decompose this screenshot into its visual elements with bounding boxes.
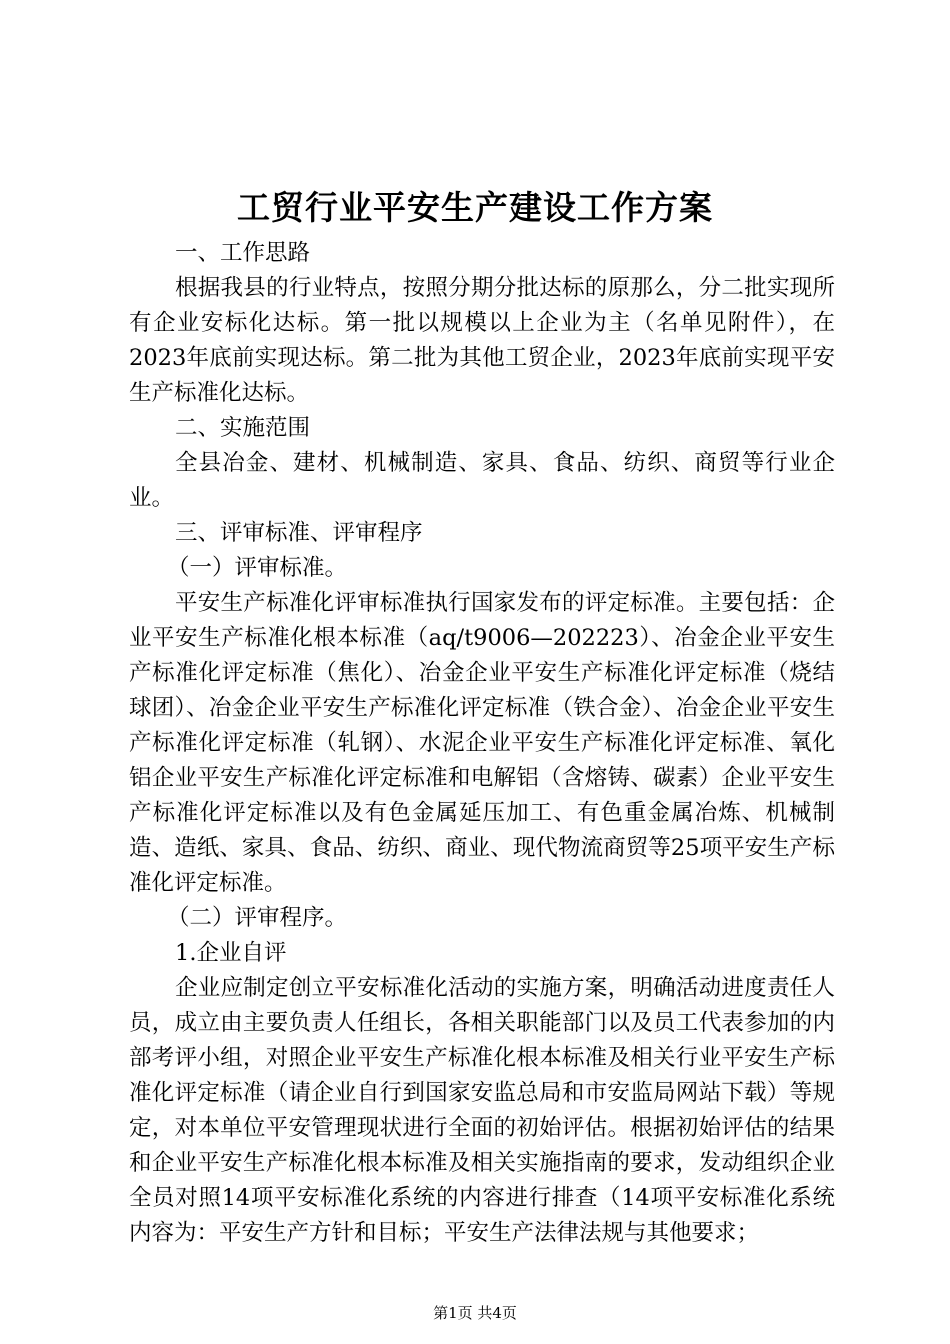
step1-paragraph: 企业应制定创立平安标准化活动的实施方案，明确活动进度责任人员，成立由主要负责人任组长，各相关职能部门以及员工代表参加的内部考评小组，对照企业平安生产标准化根本标准及相关行业平安生产标准化评定标准（请企业自行到国家安监总局和市安监局网站下载）等规定，对本单位平安管理现状进行全面的初始评估。根据初始评估的结果和企业平安生产标准化根本标准及相关实施指南的要求，发动组织企业全员对照14项平安标准化系统的内容进行排查（14项平安标准化系统内容为：平安生产方针和目标；平安生产法律法规与其他要求； — [129, 975, 835, 1246]
page-footer: 第1页 共4页 — [433, 1304, 517, 1322]
document-body — [129, 236, 835, 1251]
step1-heading: 1.企业自评 — [175, 940, 287, 966]
sub1-paragraph: 平安生产标准化评审标准执行国家发布的评定标准。主要包括：企业平安生产标准化根本标准（aq/t9006—202223）、冶金企业平安生产标准化评定标准（焦化）、冶金企业平安生产标准化评定标准（烧结球团）、冶金企业平安生产标准化评定标准（铁合金）、冶金企业平安生产标准化评定标准（轧钢）、水泥企业平安生产标准化评定标准、氧化铝企业平安生产标准化评定标准和电解铝（含熔铸、碳素）企业平安生产标准化评定标准以及有色金属延压加工、有色重金属冶炼、机械制造、造纸、家具、食品、纺织、商业、现代物流商贸等25项平安生产标准化评定标准。 — [129, 590, 835, 896]
section2-paragraph: 全县冶金、建材、机械制造、家具、食品、纺织、商贸等行业企业。 — [129, 450, 835, 511]
section1-heading: 一、工作思路 — [175, 240, 311, 266]
sub2-heading: （二）评审程序。 — [167, 905, 348, 931]
section3-heading: 三、评审标准、评审程序 — [175, 520, 423, 546]
section1-paragraph: 根据我县的行业特点，按照分期分批达标的原那么，分二批实现所有企业安标化达标。第一批以规模以上企业为主（名单见附件），在2023年底前实现达标。第二批为其他工贸企业，2023年底前实现平安生产标准化达标。 — [129, 275, 835, 406]
sub1-heading: （一）评审标准。 — [167, 555, 348, 581]
section2-heading: 二、实施范围 — [175, 415, 311, 441]
document-title: 工贸行业平安生产建设工作方案 — [237, 188, 713, 227]
